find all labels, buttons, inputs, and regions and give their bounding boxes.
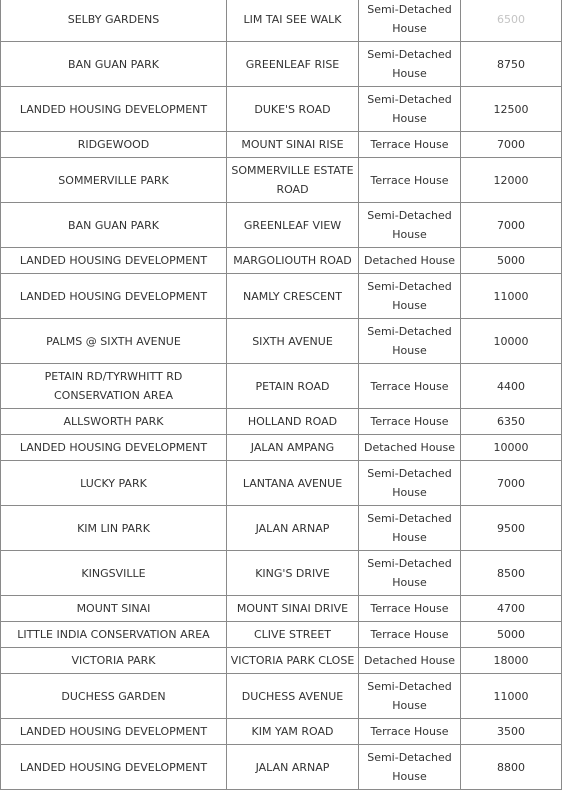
table-row [1, 0, 562, 42]
project-name-cell: LANDED HOUSING DEVELOPMENT [1, 248, 227, 274]
table-row [1, 435, 562, 461]
property-type-cell: Detached House [359, 648, 461, 674]
street-name-cell: KIM YAM ROAD [227, 719, 359, 745]
land-size-cell: 5000 [461, 622, 562, 648]
property-type-cell: Semi-Detached House [359, 745, 461, 790]
table-row [1, 364, 562, 409]
property-type-cell: Semi-Detached House [359, 319, 461, 364]
property-type-cell: Terrace House [359, 719, 461, 745]
street-name-cell: NAMLY CRESCENT [227, 274, 359, 319]
project-name-cell: KIM LIN PARK [1, 506, 227, 551]
property-type-cell: Semi-Detached House [359, 551, 461, 596]
property-type-cell: Semi-Detached House [359, 674, 461, 719]
table-row [1, 745, 562, 790]
property-type-cell: Semi-Detached House [359, 274, 461, 319]
land-size-cell: 12000 [461, 158, 562, 203]
property-type-cell: Detached House [359, 248, 461, 274]
table-row [1, 203, 562, 248]
table-row [1, 409, 562, 435]
street-name-cell: DUKE'S ROAD [227, 87, 359, 132]
street-name-cell: VICTORIA PARK CLOSE [227, 648, 359, 674]
street-name-cell: SOMMERVILLE ESTATE ROAD [227, 158, 359, 203]
land-size-cell: 18000 [461, 648, 562, 674]
land-size-cell: 7000 [461, 132, 562, 158]
street-name-cell: MARGOLIOUTH ROAD [227, 248, 359, 274]
land-size-cell: 11000 [461, 674, 562, 719]
land-size-cell: 10000 [461, 319, 562, 364]
table-row [1, 506, 562, 551]
street-name-cell: CLIVE STREET [227, 622, 359, 648]
property-type-cell: Terrace House [359, 158, 461, 203]
street-name-cell: GREENLEAF VIEW [227, 203, 359, 248]
land-size-cell: 8800 [461, 745, 562, 790]
land-size-cell: 8750 [461, 42, 562, 87]
street-name-cell: SIXTH AVENUE [227, 319, 359, 364]
street-name-cell: JALAN AMPANG [227, 435, 359, 461]
street-name-cell: KING'S DRIVE [227, 551, 359, 596]
project-name-cell: LANDED HOUSING DEVELOPMENT [1, 745, 227, 790]
land-size-cell: 10000 [461, 435, 562, 461]
land-size-cell: 12500 [461, 87, 562, 132]
project-name-cell: BAN GUAN PARK [1, 203, 227, 248]
street-name-cell: HOLLAND ROAD [227, 409, 359, 435]
table-row [1, 461, 562, 506]
street-name-cell: LIM TAI SEE WALK [227, 0, 359, 42]
project-name-cell: RIDGEWOOD [1, 132, 227, 158]
land-size-cell: 4400 [461, 364, 562, 409]
property-type-cell: Semi-Detached House [359, 87, 461, 132]
table-row [1, 622, 562, 648]
property-type-cell: Semi-Detached House [359, 0, 461, 42]
street-name-cell: PETAIN ROAD [227, 364, 359, 409]
project-name-cell: DUCHESS GARDEN [1, 674, 227, 719]
land-size-cell: 6350 [461, 409, 562, 435]
table-row [1, 42, 562, 87]
table-row [1, 596, 562, 622]
project-name-cell: KINGSVILLE [1, 551, 227, 596]
project-name-cell: PALMS @ SIXTH AVENUE [1, 319, 227, 364]
table-row [1, 674, 562, 719]
property-type-cell: Terrace House [359, 409, 461, 435]
street-name-cell: JALAN ARNAP [227, 506, 359, 551]
property-type-cell: Semi-Detached House [359, 42, 461, 87]
property-type-cell: Detached House [359, 435, 461, 461]
property-type-cell: Terrace House [359, 596, 461, 622]
property-type-cell: Terrace House [359, 622, 461, 648]
project-name-cell: LITTLE INDIA CONSERVATION AREA [1, 622, 227, 648]
street-name-cell: DUCHESS AVENUE [227, 674, 359, 719]
table-row [1, 648, 562, 674]
street-name-cell: MOUNT SINAI RISE [227, 132, 359, 158]
land-size-cell: 3500 [461, 719, 562, 745]
property-type-cell: Terrace House [359, 364, 461, 409]
project-name-cell: SOMMERVILLE PARK [1, 158, 227, 203]
project-name-cell: VICTORIA PARK [1, 648, 227, 674]
project-name-cell: LANDED HOUSING DEVELOPMENT [1, 435, 227, 461]
table-body [1, 0, 562, 790]
table-row [1, 248, 562, 274]
project-name-cell: ALLSWORTH PARK [1, 409, 227, 435]
land-size-cell: 5000 [461, 248, 562, 274]
table-row [1, 158, 562, 203]
property-type-cell: Semi-Detached House [359, 461, 461, 506]
project-name-cell: LUCKY PARK [1, 461, 227, 506]
project-name-cell: LANDED HOUSING DEVELOPMENT [1, 87, 227, 132]
street-name-cell: MOUNT SINAI DRIVE [227, 596, 359, 622]
land-size-cell: 9500 [461, 506, 562, 551]
land-size-cell: 11000 [461, 274, 562, 319]
property-type-cell: Terrace House [359, 132, 461, 158]
project-name-cell: LANDED HOUSING DEVELOPMENT [1, 719, 227, 745]
table-row [1, 719, 562, 745]
street-name-cell: GREENLEAF RISE [227, 42, 359, 87]
table-row [1, 132, 562, 158]
table-row [1, 551, 562, 596]
land-size-cell: 4700 [461, 596, 562, 622]
street-name-cell: LANTANA AVENUE [227, 461, 359, 506]
table-row [1, 319, 562, 364]
property-type-cell: Semi-Detached House [359, 203, 461, 248]
land-size-cell: 8500 [461, 551, 562, 596]
project-name-cell: LANDED HOUSING DEVELOPMENT [1, 274, 227, 319]
table-row [1, 274, 562, 319]
project-name-cell: PETAIN RD/TYRWHITT RD CONSERVATION AREA [1, 364, 227, 409]
project-name-cell: SELBY GARDENS [1, 0, 227, 42]
project-name-cell: MOUNT SINAI [1, 596, 227, 622]
property-type-cell: Semi-Detached House [359, 506, 461, 551]
land-size-cell: 7000 [461, 461, 562, 506]
land-size-cell: 7000 [461, 203, 562, 248]
table-row [1, 87, 562, 132]
land-size-cell: 6500 [461, 0, 562, 42]
project-name-cell: BAN GUAN PARK [1, 42, 227, 87]
street-name-cell: JALAN ARNAP [227, 745, 359, 790]
